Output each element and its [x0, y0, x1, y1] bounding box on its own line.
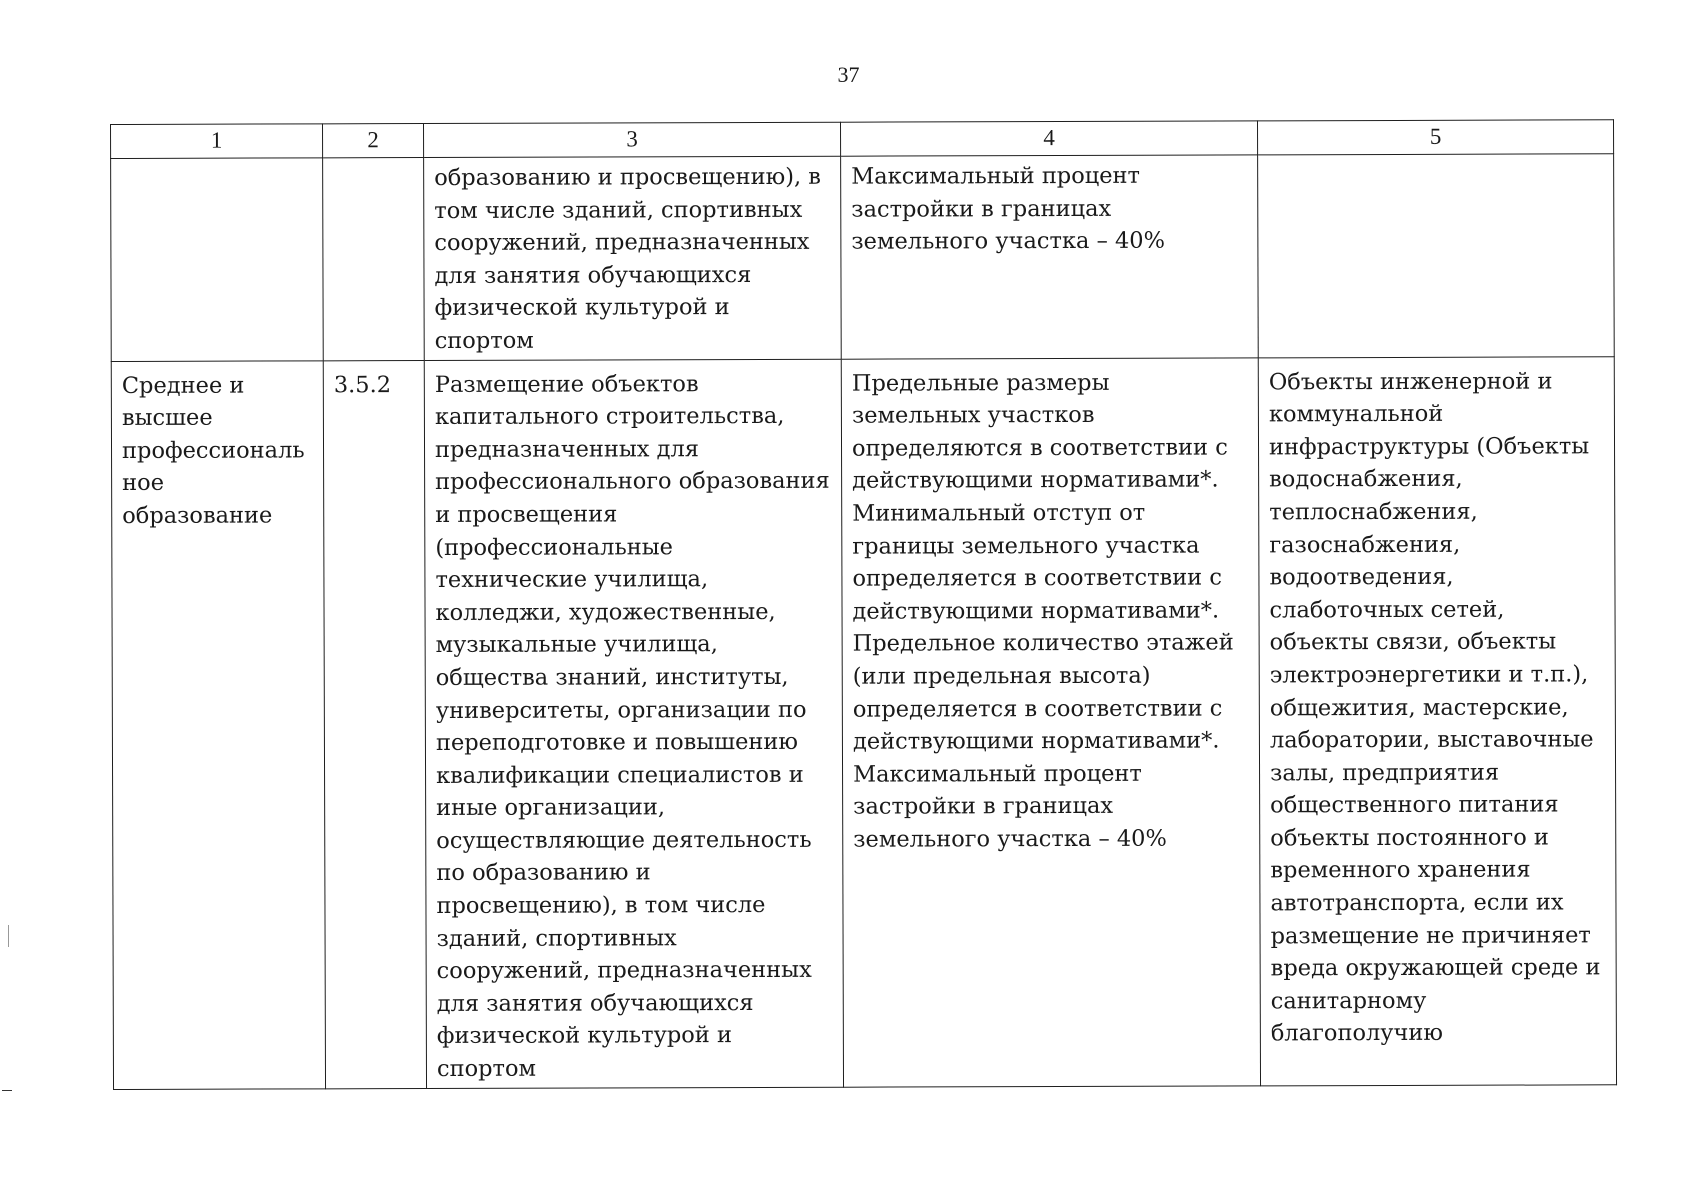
- cell-auxiliary-uses: [1258, 154, 1615, 358]
- page-number: 37: [837, 62, 860, 87]
- header-cell-4: 4: [840, 121, 1257, 156]
- cell-use-name: [111, 158, 324, 361]
- table-row-education: [111, 356, 1616, 1089]
- cell-use-code: 3.5.2: [323, 360, 426, 1088]
- cell-parameters: Максимальный процент застройки в границах земельного участка – 40%: [841, 155, 1259, 359]
- scan-edge-mark: [8, 925, 9, 947]
- header-cell-5: 5: [1257, 120, 1613, 155]
- scan-edge-mark: [2, 1090, 12, 1091]
- table-row-continued: [111, 154, 1615, 361]
- cell-use-code: [323, 158, 425, 361]
- table-header-row: [111, 120, 1614, 159]
- header-cell-3: 3: [424, 122, 841, 157]
- cell-auxiliary-uses: Объекты инженерной и коммунальной инфраструктуры (Объекты водоснабжения, теплоснабжения, газоснабжения, водоотведения, слаботочных сетей, объекты связи, объекты электроэнергетики и т.п.), общежития, мастерские, лаборатории, выставочные залы, предприятия общественного питания объекты постоянного и временного хранения автотранспорта, если их размещение не причиняет вреда окружающей среде и санитарному благополучию: [1258, 356, 1616, 1085]
- header-cell-1: 1: [111, 124, 323, 159]
- header-cell-2: 2: [323, 124, 424, 158]
- cell-use-name: Среднее и высшее профессиональ ное образование: [111, 360, 325, 1089]
- cell-parameters: Предельные размеры земельных участков определяются в соответствии с действующими нормативами*. Минимальный отступ от границы земельного участка определяется в соответствии с действующими нормативами*. Предельное количество этажей (или предельная высота) определяется в соответствии с действующими нормативами*. Максимальный процент застройки в границах земельного участка – 40%: [841, 357, 1260, 1086]
- cell-use-description: Размещение объектов капитального строительства, предназначенных для профессионального образования и просвещения (профессиональные технические училища, колледжи, художественные, музыкальные училища, общества знаний, институты, университеты, организации по переподготовке и повышению квалификации специалистов и иные организации, осуществляющие деятельность по образованию и просвещению), в том числе зданий, спортивных сооружений, предназначенных для занятия обучающихся физической культурой и спортом: [424, 359, 843, 1088]
- land-use-table: [110, 119, 1617, 1089]
- cell-use-description: образованию и просвещению), в том числе зданий, спортивных сооружений, предназначенных для занятия обучающихся физической культурой и спортом: [424, 156, 842, 360]
